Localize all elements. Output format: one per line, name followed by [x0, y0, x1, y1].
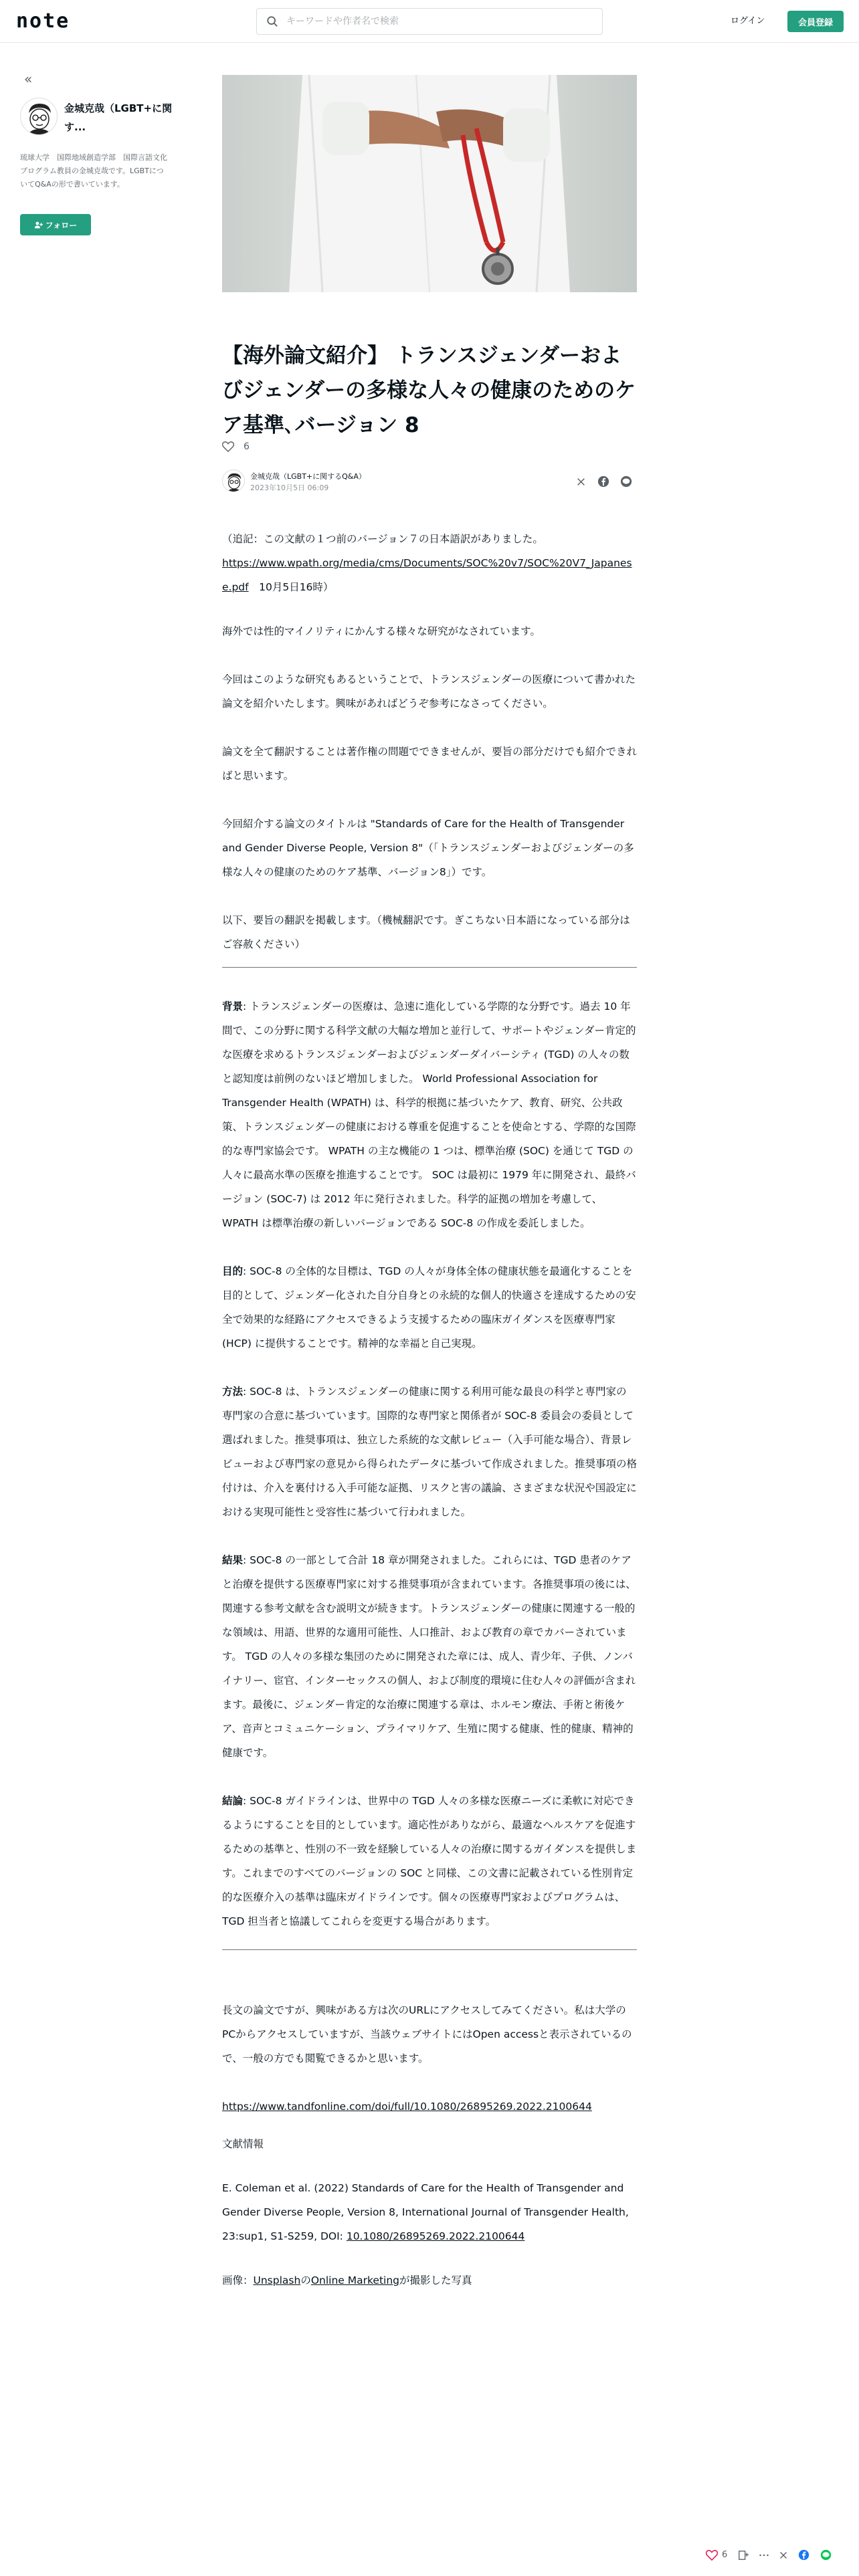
conclusion-label: 結論 — [222, 1795, 244, 1807]
article-title: 【海外論文紹介】 トランスジェンダーおよびジェンダーの多様な人々の健康のためのケア基準､バージョン 8 — [222, 344, 636, 437]
author-bio: 琉球大学 国際地域創造学部 国際言語文化プログラム教員の金城克哉です。LGBTについてQ&Aの形で書いています。 — [20, 153, 167, 189]
top-header — [0, 0, 859, 43]
paragraph-purpose: 今回はこのような研究もあるということで、トランスジェンダーの医療について書かれた論文を紹介いたします。興味があればどうぞ参考になさってください。 — [222, 673, 636, 710]
doi-link[interactable]: 10.1080/26895269.2022.2100644 — [346, 2230, 525, 2242]
conclusion-text: : SOC-8 ガイドラインは、世界中の TGD 人々の多様な医療ニーズに柔軟に対応できるようにすることを目的としています。適応性がありながら、最適なヘルスケアを促進するための基準と、性別の不一致を経験している人々の治療に関するガイダンスを提供します。これまでのすべてのバージョンの SOC と同様、この文書に記載されている性別肯定的な医療介入の基準は臨床ガイドラインです。個々の医療専門家およびプログラムは、TGD 担当者と協議してこれらを変更する場合があります。 — [222, 1795, 637, 1927]
follow-button[interactable] — [20, 214, 91, 235]
paragraph-doi-url — [222, 2095, 637, 2119]
reference-citation: E. Coleman et al. (2022) Standards of Care for the Health of Transgender and Gender Diverse People, Version 8, International Journal of Transgender Health, 23:sup1, S1-S259, DOI: — [222, 2182, 629, 2242]
line-share-icon[interactable] — [619, 475, 633, 488]
byline-date: 2023年10月5日 06:09 — [250, 484, 329, 492]
paragraph-addendum — [222, 527, 637, 599]
floating-like-count: 6 — [722, 2550, 728, 2560]
abstract-method — [222, 1380, 637, 1524]
abstract-objective — [222, 1259, 637, 1356]
line-share-icon[interactable] — [820, 2549, 832, 2561]
paragraph-copyright: 論文を全て翻訳することは著作権の問題でできませんが、要旨の部分だけでも紹介できればと思います。 — [222, 746, 638, 782]
tandfonline-link[interactable]: https://www.tandfonline.com/doi/full/10.1080/26895269.2022.2100644 — [222, 2101, 592, 2113]
paragraph-intro: 海外では性的マイノリティにかんする様々な研究がなされています。 — [222, 625, 541, 637]
article-byline — [222, 468, 637, 495]
reference-text — [222, 2176, 637, 2248]
login-link[interactable]: ログイン — [731, 16, 765, 26]
paragraph-translation-note: 以下、要旨の翻訳を掲載します。（機械翻訳です。ぎこちない日本語になっている部分はご容赦ください） — [222, 914, 630, 950]
facebook-share-icon[interactable] — [597, 475, 610, 488]
result-label: 結果 — [222, 1554, 244, 1566]
wpath-pdf-link[interactable]: https://www.wpath.org/media/cms/Documents/SOC%20v7/SOC%20V7_Japanese.pdf — [222, 557, 632, 593]
background-text: : トランスジェンダーの医療は、急速に進化している学際的な分野です。過去 10 年間で、この分野に関する科学文献の大幅な増加と並行して、サポートやジェンダー肯定的な医療を求めるトランスジェンダーおよびジェンダーダイバーシティ (TGD) の人々の数と認知度は前例のないほど増加しました。 World Professional Association for Transgender Health (WPATH) は、科学的根拠に基づいたケア、教育、研究、公共政策、トランスジェンダーの健康における尊重を促進することを使命とする、学際的な国際的な専門家協会です。 WPATH の主な機能の 1 つは、標準治療 (SOC) を通じて TGD の人々に最高水準の医療を推進することです。 SOC は最初に 1979 年に開発され、最終バージョン (SOC-7) は 2012 年に発行されました。科学的証拠の増加を考慮して、WPATH は標準治療の新しいバージョンである SOC-8 の作成を委託しました。 — [222, 1000, 636, 1229]
addendum-text: （追記：この文献の１つ前のバージョン７の日本語訳がありました。 — [222, 533, 543, 545]
objective-text: : SOC-8 の全体的な目標は、TGD の人々が身体全体の健康状態を最適化することを目的として、ジェンダー化された自分自身との永続的な個人的快適さを達成するための安全で効果的な経路にアクセスできるよう支援するための臨床ガイダンスを医療専門家 (HCP) に提供することです。精神的な幸福と自己実現。 — [222, 1265, 636, 1350]
credit-prefix: 画像： — [222, 2274, 254, 2286]
method-label: 方法 — [222, 1386, 244, 1398]
divider — [222, 1949, 637, 1950]
doctor-photo — [222, 75, 637, 292]
heart-icon[interactable] — [222, 441, 234, 452]
follow-label: フォロー — [45, 220, 78, 230]
result-text: : SOC-8 の一部として合計 18 章が開発されました。これらには、TGD 患者のケアと治療を提供する医療専門家に対する推奨事項が含まれています。各推奨事項の後には、関連する参考文献を含む説明文が続きます。トランスジェンダーの健康に関連する一般的な領域は、用語、世界的な適用可能性、人口推計、および教育の章でカバーされています。 TGD の人々の多様な集団のために開発された章には、成人、青少年、子供、ノンバイナリー、宦官、インターセックスの個人、および制度的環境に住む人々の評価が含まれます。最後に、ジェンダー肯定的な治療に関連する章は、ホルモン療法、手術と術後ケア、音声とコミュニケーション、プライマリケア、生殖に関する健康、性的健康、精神的健康です。 — [222, 1554, 636, 1759]
heart-icon — [706, 2550, 718, 2561]
byline-author[interactable]: 金城克哉（LGBT+に関するQ&A） — [250, 472, 366, 481]
image-credit — [222, 2268, 637, 2292]
method-text: : SOC-8 は、トランスジェンダーの健康に関する利用可能な最良の科学と専門家の専門家の合意に基づいています。国際的な専門家と関係者が SOC-8 委員会の委員として選ばれました。推奨事項は、独立した系統的な文献レビュー（入手可能な場合）、背景レビューおよび専門家の意見から得られたデータに基づいて作成されました。推奨事項の格付けは、介入を裏付ける入手可能な証拠、リスクと害の議論、さまざまな状況や国設定における実現可能性と受容性に基づいて行われました。 — [222, 1386, 638, 1518]
credit-mid: の — [300, 2274, 311, 2286]
addendum-date: 10月5日16時） — [248, 581, 334, 593]
x-share-icon[interactable] — [574, 475, 587, 488]
like-button[interactable] — [706, 2550, 727, 2561]
abstract-background — [222, 994, 637, 1235]
hero-image — [222, 75, 637, 292]
background-label: 背景 — [222, 1000, 244, 1012]
reference-heading: 文献情報 — [222, 2138, 264, 2150]
author-avatar[interactable] — [20, 98, 58, 135]
author-name[interactable]: 金城克哉（LGBT+に関す... — [64, 102, 173, 133]
paragraph-access: 長文の論文ですが、興味がある方は次のURLにアクセスしてみてください。私は大学のPCからアクセスしていますが、当該ウェブサイトにはOpen accessと表示されているので、一般の方でも閲覧できるかと思います。 — [222, 2004, 632, 2064]
byline-avatar[interactable] — [222, 469, 245, 492]
floating-action-bar — [706, 2549, 832, 2561]
facebook-share-icon[interactable] — [798, 2549, 809, 2561]
collapse-sidebar-icon[interactable]: « — [24, 71, 33, 87]
search-icon — [266, 15, 278, 27]
x-share-icon[interactable] — [779, 2551, 787, 2559]
more-options-icon[interactable] — [759, 2554, 769, 2557]
search-input[interactable] — [286, 16, 581, 27]
article-body — [222, 527, 637, 2317]
person-add-icon — [34, 221, 43, 229]
unsplash-link[interactable]: Unsplash — [253, 2274, 301, 2286]
paragraph-paper-title: 今回紹介する論文のタイトルは "Standards of Care for the Health of Transgender and Gender Diverse People, Version 8"（「トランスジェンダーおよびジェンダーの多様な人々の健康のためのケア基準、バージョン8」）です。 — [222, 818, 634, 878]
photographer-link[interactable]: Online Marketing — [310, 2274, 400, 2286]
objective-label: 目的 — [222, 1265, 244, 1277]
like-area — [222, 441, 250, 452]
magazine-add-icon[interactable] — [738, 2550, 749, 2561]
credit-suffix: が撮影した写真 — [399, 2274, 472, 2286]
abstract-conclusion — [222, 1789, 637, 1933]
note-logo[interactable]: note — [16, 9, 70, 33]
search-box[interactable] — [256, 8, 603, 35]
divider — [222, 967, 637, 968]
like-count[interactable]: 6 — [244, 441, 250, 452]
abstract-result — [222, 1548, 637, 1765]
share-buttons — [574, 475, 633, 488]
signup-button[interactable]: 会員登録 — [787, 11, 844, 32]
